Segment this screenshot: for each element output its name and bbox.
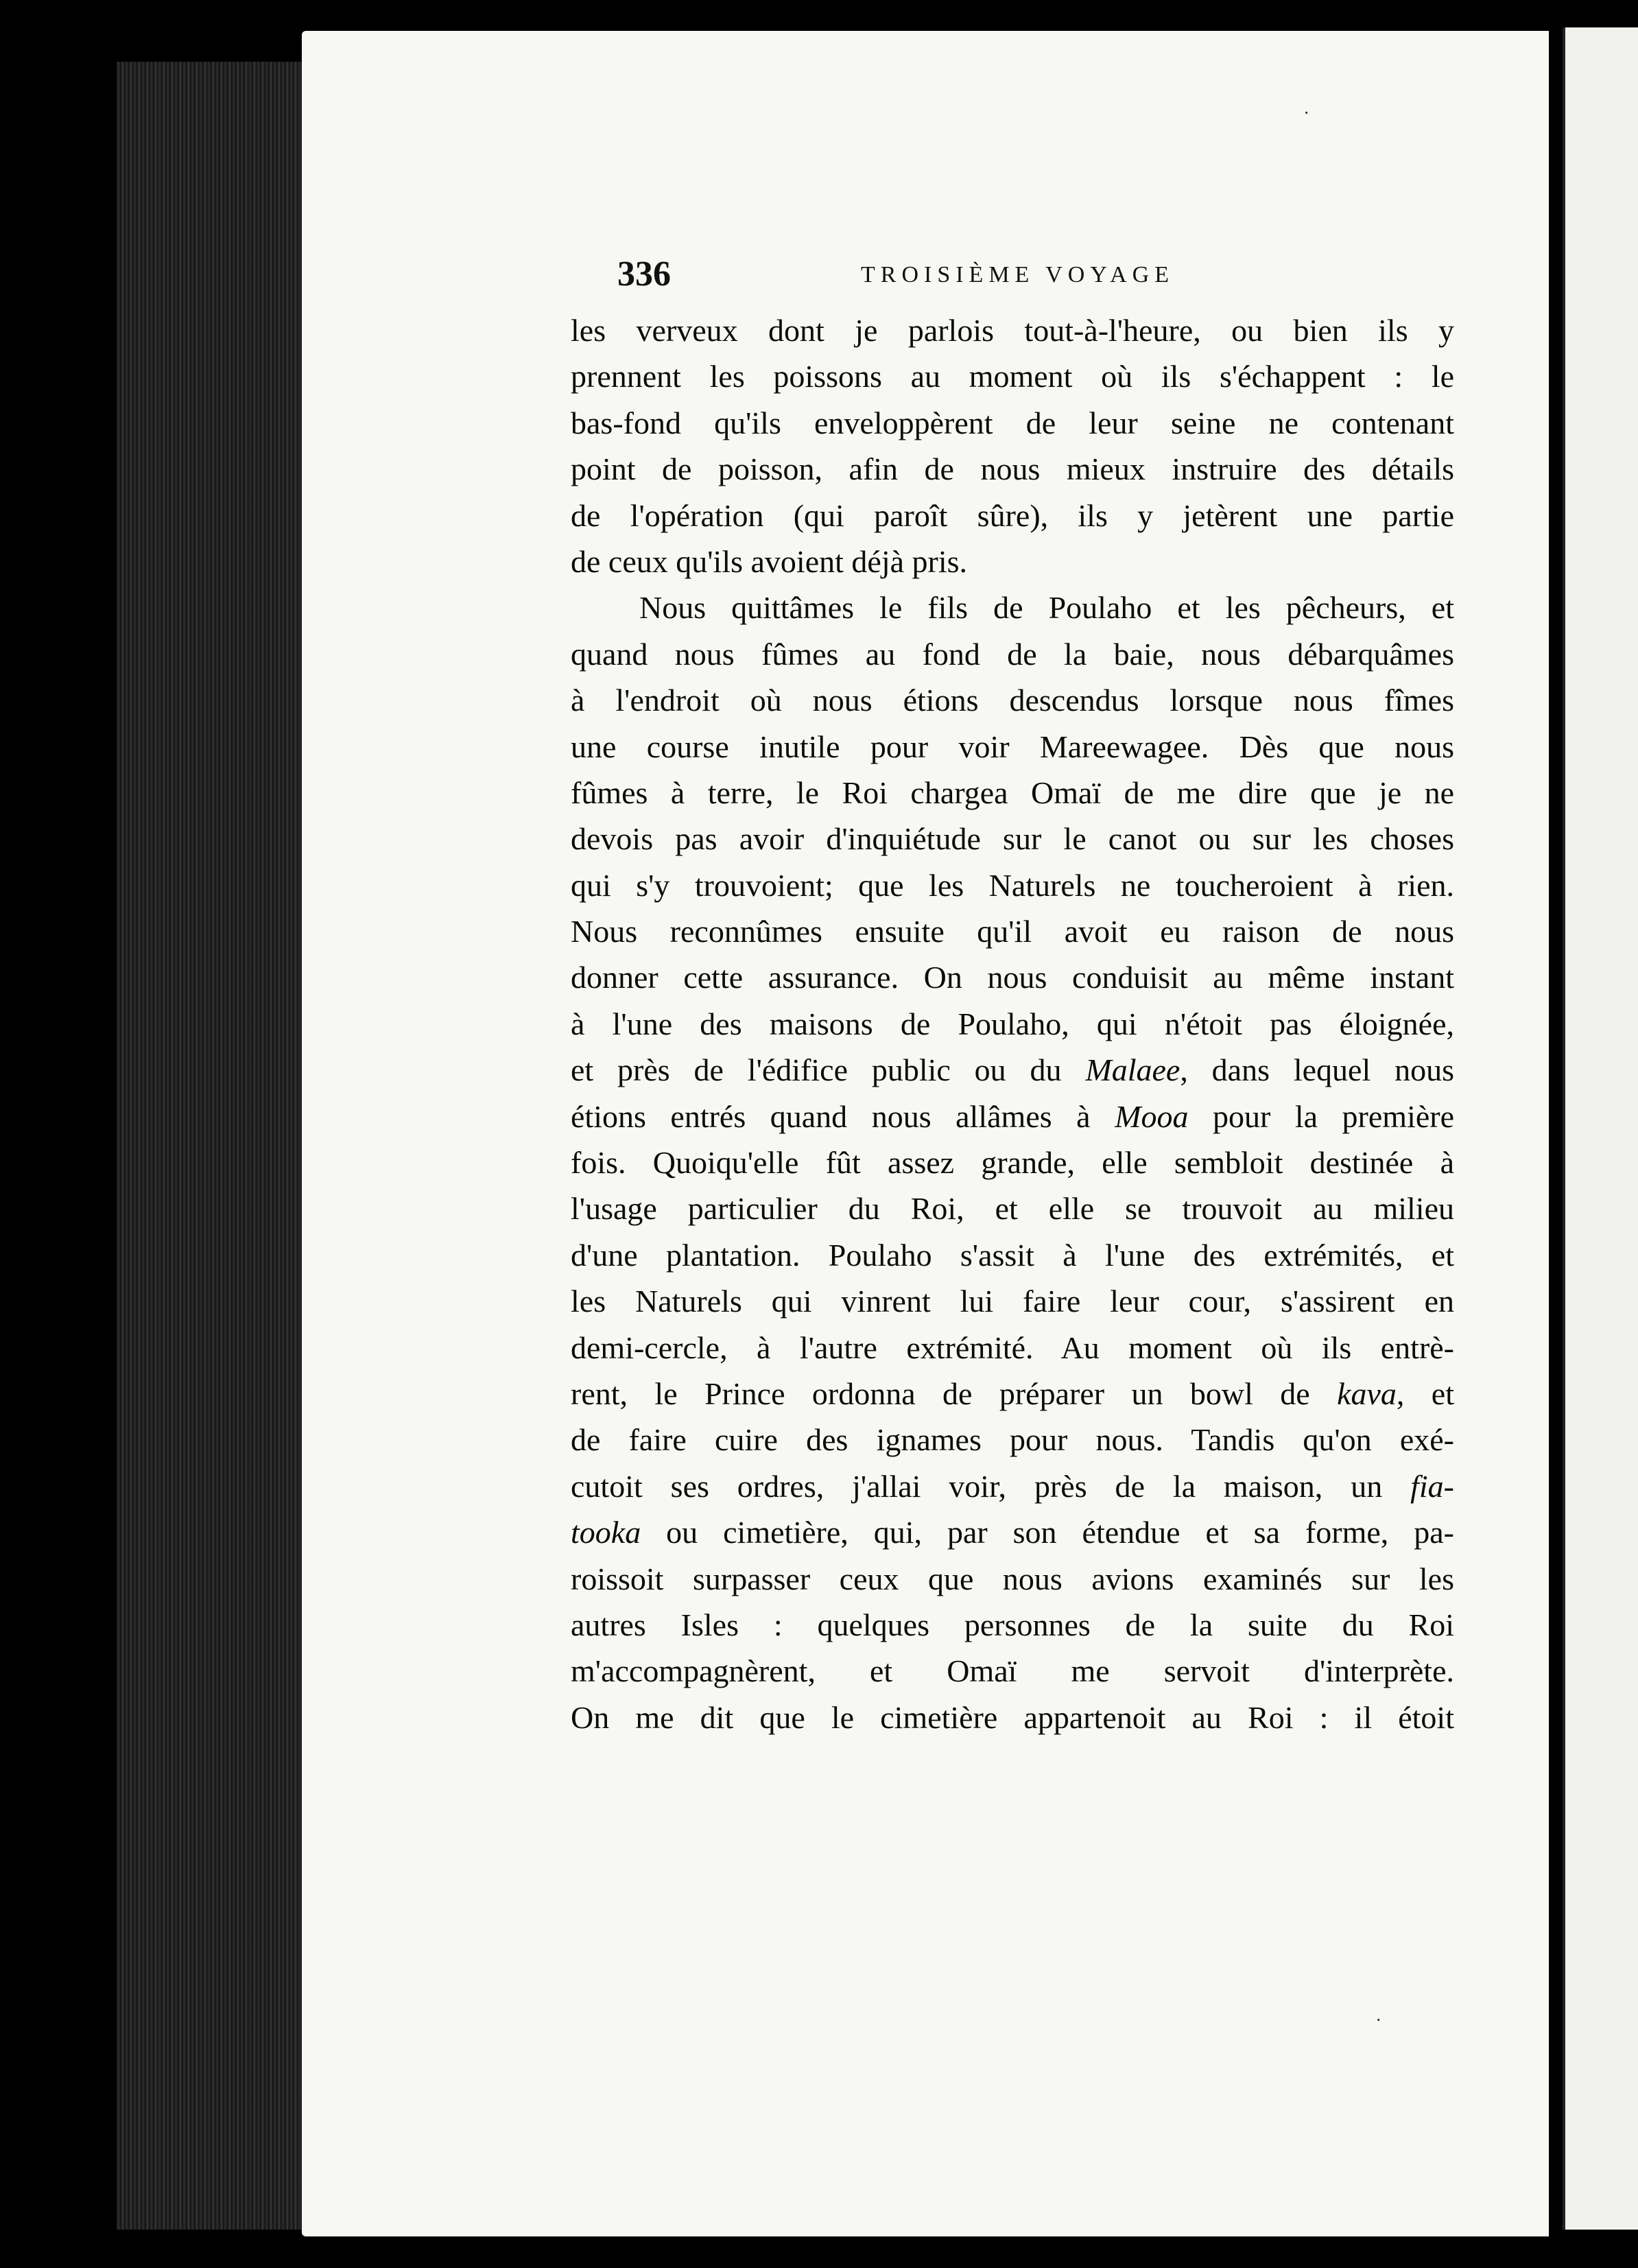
text-line: d'une plantation. Poulaho s'assit à l'une des extrémités, et	[571, 1237, 1454, 1273]
italic-term: kava	[1337, 1375, 1397, 1411]
text-line: demi-cercle, à l'autre extrémité. Au moment où ils entrè-	[571, 1330, 1454, 1365]
paragraph-start-line: Nous quittâmes le fils de Poulaho et les pêcheurs, et	[639, 590, 1454, 626]
text-line: étions entrés quand nous allâmes à Mooa pour la première	[571, 1098, 1454, 1134]
text-line: bas-fond qu'ils enveloppèrent de leur seine ne contenant	[571, 405, 1454, 440]
text-line: fois. Quoiqu'elle fût assez grande, elle sembloit destinée à	[571, 1145, 1454, 1181]
text-line: les Naturels qui vinrent lui faire leur cour, s'assirent en	[571, 1284, 1454, 1319]
text-line: autres Isles : quelques personnes de la suite du Roi	[571, 1607, 1454, 1642]
text-line: à l'endroit où nous étions descendus lorsque nous fîmes	[571, 683, 1454, 718]
text-line: l'usage particulier du Roi, et elle se trouvoit au milieu	[571, 1191, 1454, 1227]
text-line: qui s'y trouvoient; que les Naturels ne toucheroient à rien.	[571, 867, 1454, 903]
text-line: Nous reconnûmes ensuite qu'il avoit eu raison de nous	[571, 914, 1454, 949]
page-speck: ·	[1303, 103, 1310, 124]
text-line: les verveux dont je parlois tout-à-l'heure, ou bien ils y	[571, 313, 1454, 348]
page-header	[617, 254, 1214, 295]
text-line: point de poisson, afin de nous mieux instruire des détails	[571, 451, 1454, 487]
italic-term: Malaee	[1085, 1052, 1180, 1088]
text-line: devois pas avoir d'inquiétude sur le canot ou sur les choses	[571, 821, 1454, 857]
page-number: 336	[617, 255, 671, 294]
page-speck: ·	[1375, 2010, 1382, 2031]
italic-term: tooka	[571, 1515, 641, 1550]
text-line: roissoit surpasser ceux que nous avions examinés sur les	[571, 1561, 1454, 1596]
text-line: prennent les poissons au moment où ils s'échappent : le	[571, 359, 1454, 394]
running-head: TROISIÈME VOYAGE	[861, 262, 1174, 287]
text-line: à l'une des maisons de Poulaho, qui n'étoit pas éloignée,	[571, 1006, 1454, 1041]
italic-term: fia-	[1410, 1468, 1454, 1504]
facing-page-edge	[1563, 27, 1638, 2230]
body-text	[571, 307, 1454, 1803]
text-line: rent, le Prince ordonna de préparer un bowl de kava, et	[571, 1375, 1454, 1411]
text-line: fûmes à terre, le Roi chargea Omaï de me dire que je ne	[571, 775, 1454, 810]
italic-term: Mooa	[1115, 1098, 1189, 1134]
text-line: quand nous fûmes au fond de la baie, nous débarquâmes	[571, 636, 1454, 672]
text-line: de faire cuire des ignames pour nous. Tandis qu'on exé-	[571, 1422, 1454, 1458]
book-fore-edge	[117, 62, 306, 2230]
text-line: tooka ou cimetière, qui, par son étendue et sa forme, pa-	[571, 1515, 1454, 1550]
text-line: de ceux qu'ils avoient déjà pris.	[571, 543, 968, 579]
text-line: m'accompagnèrent, et Omaï me servoit d'interprète.	[571, 1653, 1454, 1689]
text-line: une course inutile pour voir Mareewagee. Dès que nous	[571, 729, 1454, 764]
text-line: On me dit que le cimetière appartenoit au Roi : il étoit	[571, 1699, 1454, 1735]
text-line: et près de l'édifice public ou du Malaee, dans lequel nous	[571, 1052, 1454, 1088]
text-line: de l'opération (qui paroît sûre), ils y jetèrent une partie	[571, 497, 1454, 533]
text-line: cutoit ses ordres, j'allai voir, près de la maison, un fia-	[571, 1468, 1454, 1504]
text-line: donner cette assurance. On nous conduisit au même instant	[571, 960, 1454, 995]
